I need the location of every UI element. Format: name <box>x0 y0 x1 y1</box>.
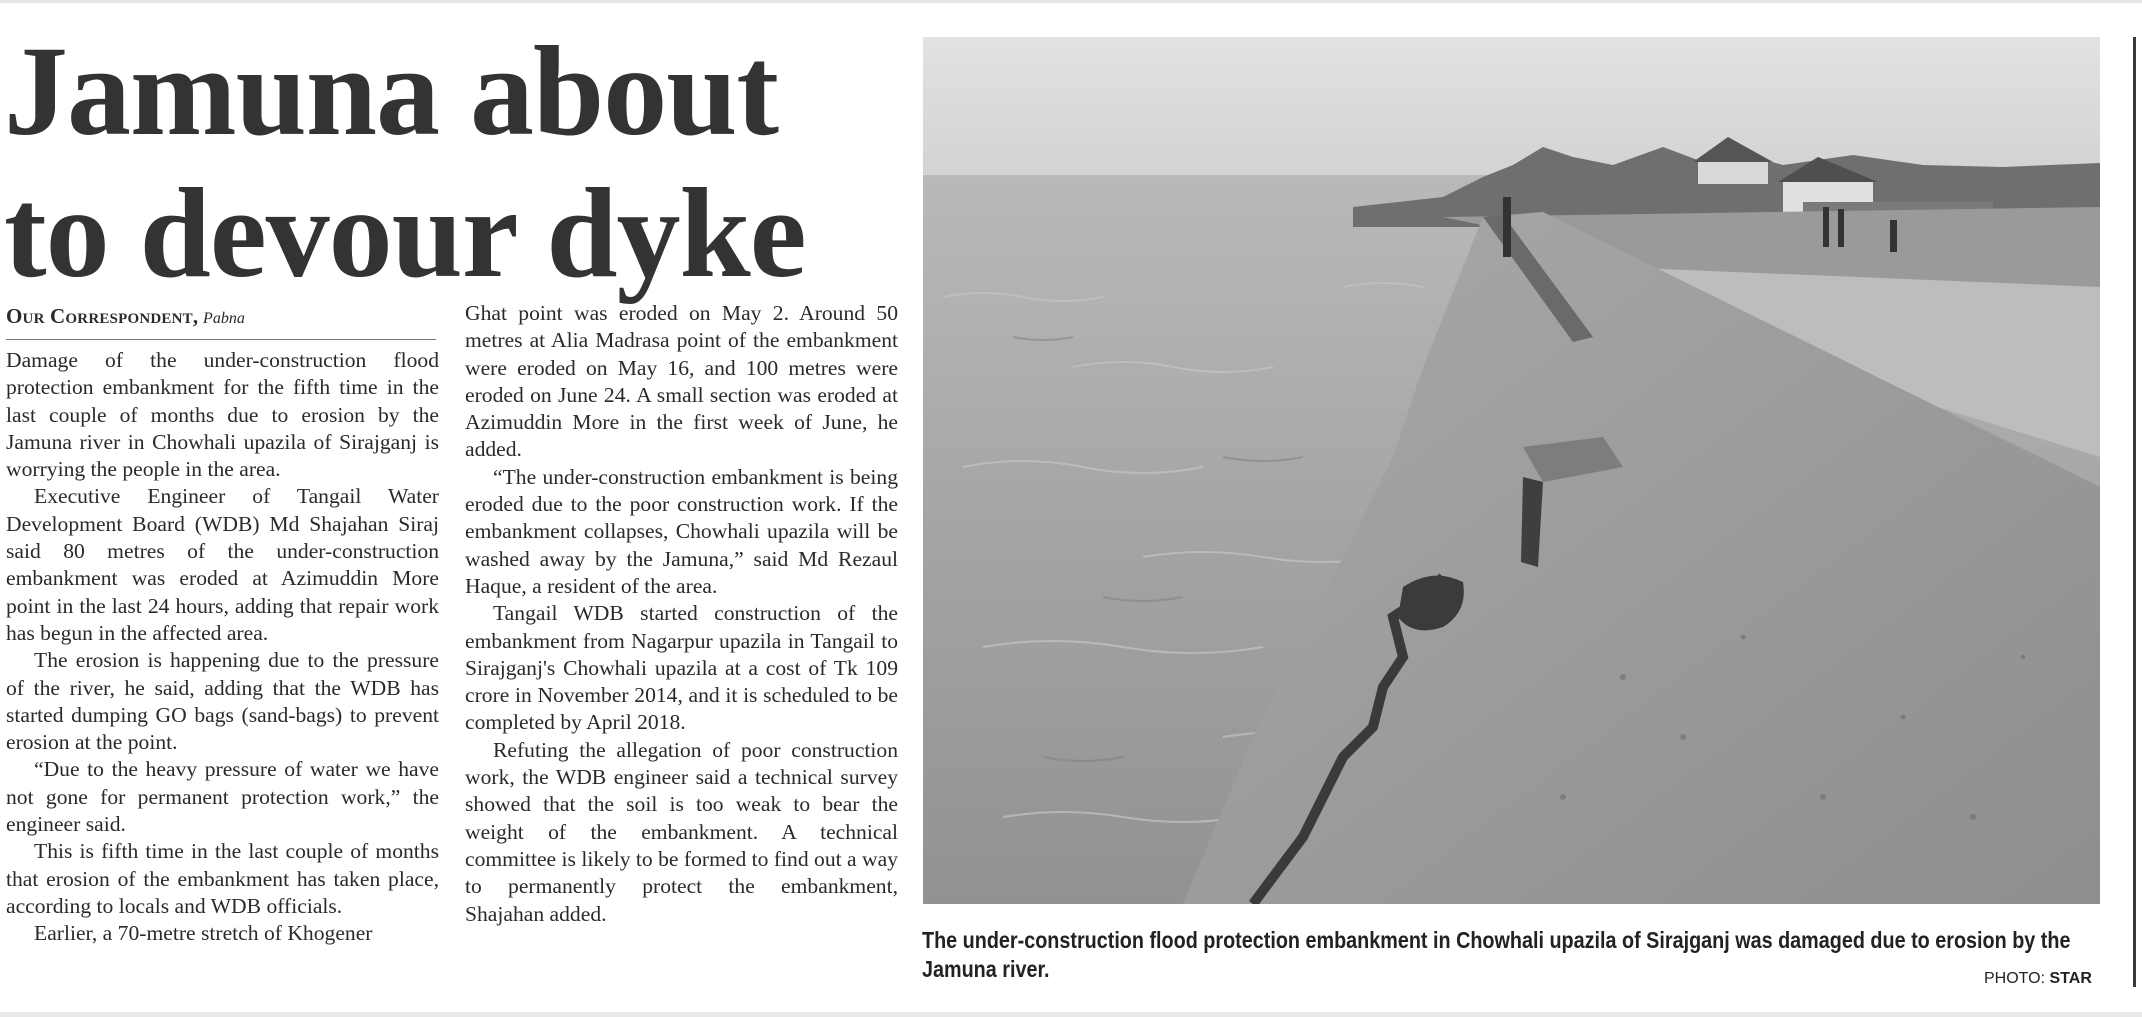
article-column-1 <box>6 347 439 948</box>
paragraph: Tangail WDB started construction of the embankment from Nagarpur upazila in Tangail to Sirajganj's Chowhali upazila at a cost of Tk 109 crore in November 2014, and it is scheduled to be completed by April 2018. <box>465 601 898 735</box>
paragraph: Damage of the under-construction flood protection embankment for the fifth time in the last couple of months due to erosion by the Jamuna river in Chowhali upazila of Sirajganj is worrying the people in the area. <box>6 348 439 482</box>
news-photo <box>923 37 2100 904</box>
right-column-rule <box>2133 37 2136 987</box>
paragraph: “The under-construction embankment is being eroded due to the poor construction work. If the embankment collapses, Chowhali upazila will be washed away by the Jamuna,” said Md Rezaul Haque, a resident of the area. <box>465 464 898 598</box>
photo-credit-prefix: PHOTO: <box>1984 970 2046 987</box>
photo-caption: The under-construction flood protection embankment in Chowhali upazila of Sirajganj was damaged due to erosion by the Jamuna river. <box>922 927 2071 982</box>
paragraph: Earlier, a 70-metre stretch of Khogener <box>34 921 373 946</box>
paragraph: Executive Engineer of Tangail Water Development Board (WDB) Md Shajahan Siraj said 80 metres of the under-construction embankment was eroded at Azimuddin More point in the last 24 hours, adding that repair work has begun in the affected area. <box>6 484 439 645</box>
bottom-rule <box>0 1012 2142 1017</box>
sky <box>923 37 2100 182</box>
article-column-2 <box>465 300 898 928</box>
photo-credit <box>1984 970 2092 988</box>
paragraph: Refuting the allegation of poor construction work, the WDB engineer said a technical survey showed that the soil is too weak to bear the weight of the embankment. A technical committee is likely to be formed to find out a way to permanently protect the embankment, Shajahan added. <box>465 737 898 926</box>
byline <box>6 304 436 340</box>
headline: Jamuna about to devour dyke <box>4 20 806 304</box>
photo-credit-source: STAR <box>2049 970 2092 987</box>
paragraph: “Due to the heavy pressure of water we have not gone for permanent protection work,” the engineer said. <box>6 757 439 837</box>
byline-location: Pabna <box>203 310 245 327</box>
paragraph: This is fifth time in the last couple of months that erosion of the embankment has taken place, according to locals and WDB officials. <box>6 839 439 918</box>
byline-author: Our Correspondent, <box>6 304 199 328</box>
paragraph: The erosion is happening due to the pressure of the river, he said, adding that the WDB has started dumping GO bags (sand-bags) to prevent erosion at the point. <box>6 648 439 755</box>
house-wall <box>1698 162 1768 184</box>
paragraph: Ghat point was eroded on May 2. Around 50 metres at Alia Madrasa point of the embankment were eroded on May 16, and 100 metres were eroded on June 24. A small section was eroded at Azimuddin More in the first week of June, he added. <box>465 301 898 462</box>
top-rule <box>0 0 2142 3</box>
